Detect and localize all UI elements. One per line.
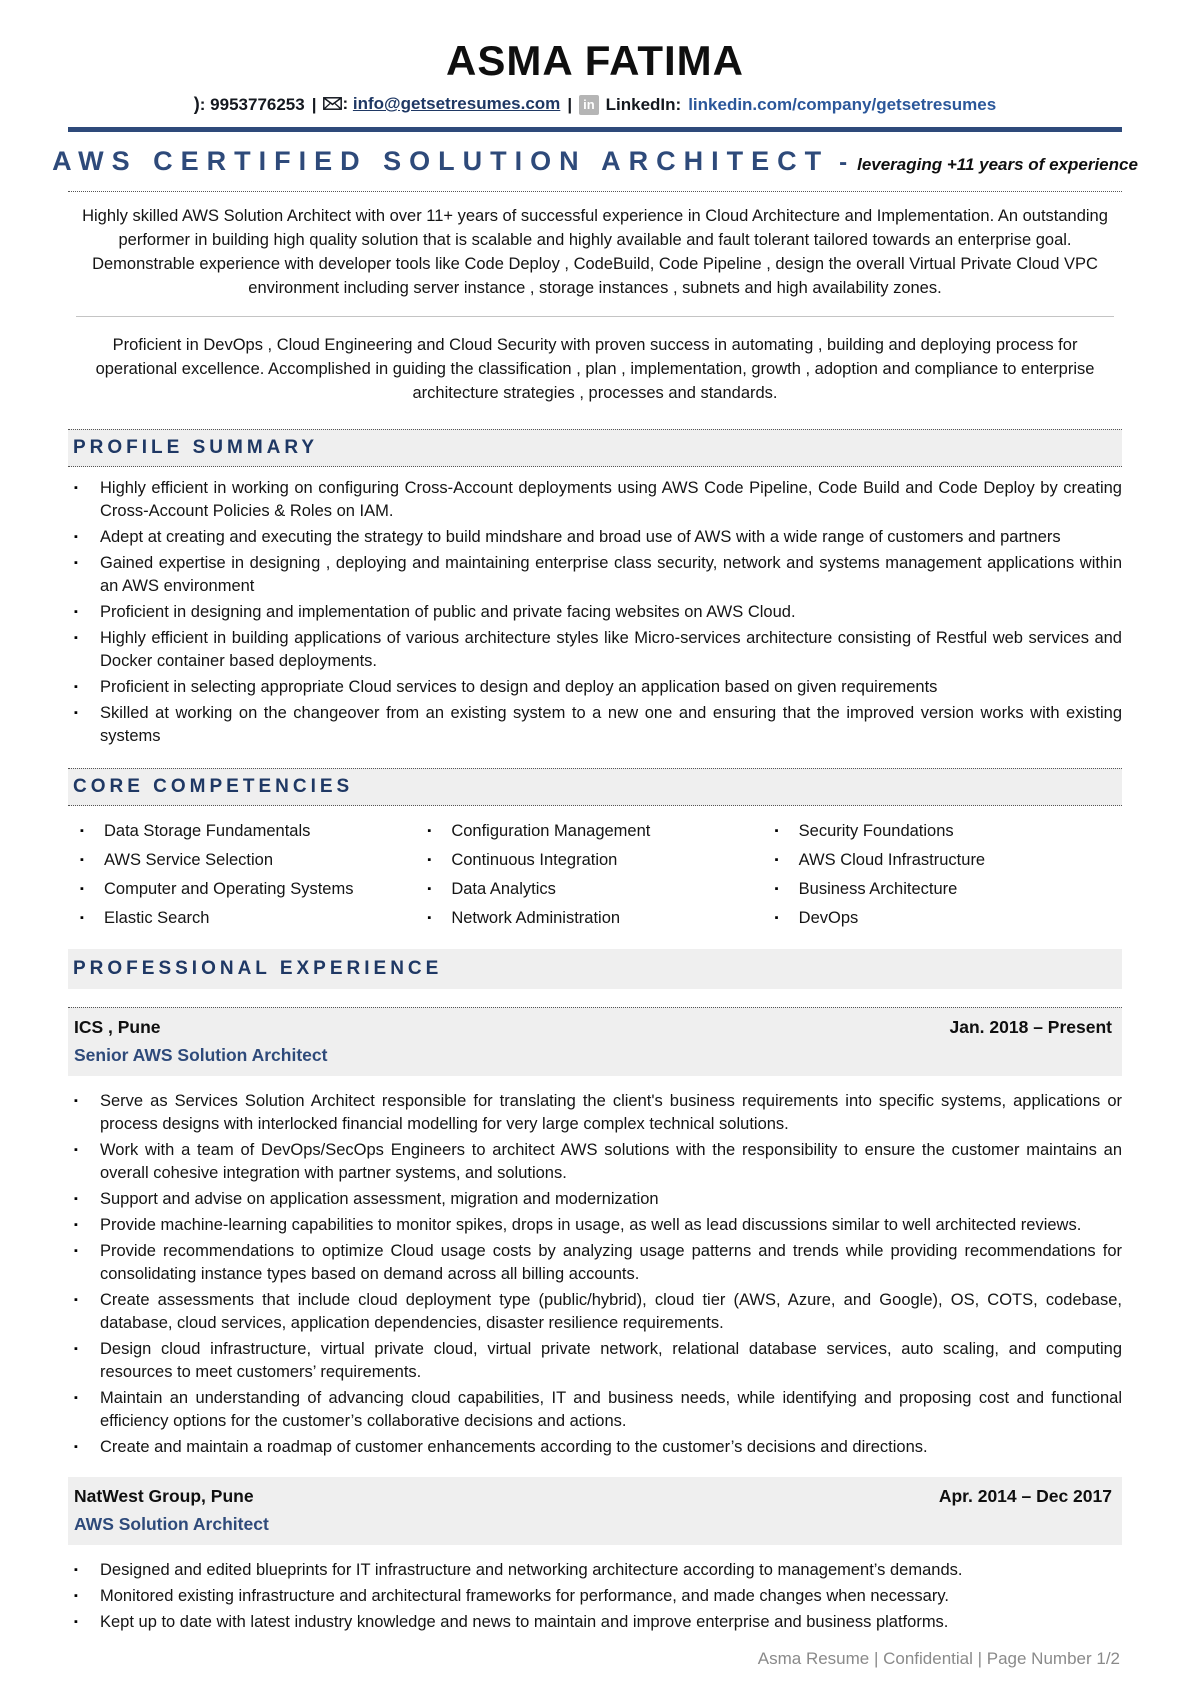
competency-label: AWS Service Selection: [104, 851, 274, 870]
bullet-square-icon: ▪: [74, 707, 78, 720]
header-divider: [68, 127, 1122, 132]
bullet-square-icon: ▪: [774, 912, 779, 925]
competency-item: [80, 907, 427, 929]
job-dates: Apr. 2014 – Dec 2017: [938, 1486, 1112, 1507]
phone-icon: ): [193, 94, 200, 115]
bullet-square-icon: ▪: [74, 1245, 78, 1258]
bullet-text: Create assessments that include cloud deployment type (public/hybrid), cloud tier (AWS, Azure, and Google), OS, COTS, codebase, database, cloud services, application dependencies, disaster resilience requirements.: [100, 1291, 1122, 1333]
bullet-text: Proficient in designing and implementation of public and private facing websites on AWS Cloud.: [100, 603, 796, 622]
list-item: [68, 1240, 1122, 1286]
competency-label: Elastic Search: [104, 909, 210, 928]
list-item: [68, 1139, 1122, 1185]
bullet-square-icon: ▪: [74, 1219, 78, 1232]
banner-title-row: [52, 146, 1138, 177]
competency-item: [775, 820, 1122, 842]
list-item: [68, 627, 1122, 673]
bullet-text: Provide recommendations to optimize Cloud usage costs by analyzing usage patterns and trends while providing recommendations for consolidating instance types based on demand across all billing accounts.: [100, 1242, 1122, 1284]
list-item: [68, 477, 1122, 523]
bullet-square-icon: ▪: [774, 854, 779, 867]
email-link[interactable]: info@getsetresumes.com: [352, 94, 561, 114]
bullet-square-icon: ▪: [74, 1343, 78, 1356]
bullet-text: Provide machine-learning capabilities to monitor spikes, drops in usage, as well as lead discussions similar to well architected reviews.: [100, 1216, 1082, 1235]
profile-summary-list: [68, 477, 1122, 748]
job-company: NatWest Group, Pune: [74, 1486, 254, 1507]
section-heading-core-competencies: CORE COMPETENCIES: [68, 768, 1122, 806]
competency-label: Network Administration: [451, 909, 621, 928]
bullet-square-icon: ▪: [74, 531, 78, 544]
competency-item: [775, 878, 1122, 900]
list-item: [68, 1188, 1122, 1211]
page-footer: Asma Resume | Confidential | Page Number 1/2: [757, 1649, 1120, 1668]
linkedin-icon: in: [579, 95, 599, 115]
competency-column-2: [427, 820, 774, 929]
competency-label: Data Analytics: [451, 880, 556, 899]
bullet-square-icon: ▪: [74, 1564, 78, 1577]
section-heading-profile-summary: PROFILE SUMMARY: [68, 429, 1122, 467]
summary-section: [68, 191, 1122, 409]
bullet-square-icon: ▪: [74, 1392, 78, 1405]
bullet-text: Serve as Services Solution Architect responsible for translating the client's business requirements into specific systems, applications or process designs with interlocked financial modelling for very large complex technical solutions.: [100, 1092, 1122, 1134]
job-header-natwest: [68, 1477, 1122, 1545]
list-item: [68, 1611, 1122, 1634]
bullet-text: Create and maintain a roadmap of customer enhancements according to the customer’s decisions and directions.: [100, 1438, 928, 1457]
job-role: AWS Solution Architect: [74, 1514, 269, 1535]
competency-item: [775, 849, 1122, 871]
job-company: ICS , Pune: [74, 1017, 161, 1038]
bullet-square-icon: ▪: [74, 1590, 78, 1603]
paragraph-divider: [76, 316, 1114, 317]
list-item: [68, 1338, 1122, 1384]
email-item: [323, 94, 560, 115]
list-item: [68, 601, 1122, 624]
bullet-square-icon: ▪: [74, 1095, 78, 1108]
list-item: [68, 1559, 1122, 1582]
banner-dash: -: [839, 149, 848, 177]
job-dates: Jan. 2018 – Present: [949, 1017, 1112, 1038]
email-icon: [323, 95, 342, 115]
bullet-text: Monitored existing infrastructure and architectural frameworks for performance, and made changes when necessary.: [100, 1587, 949, 1606]
competencies-grid: [68, 820, 1122, 929]
bullet-square-icon: ▪: [427, 883, 432, 896]
job-header-ics: [68, 1007, 1122, 1076]
bullet-text: Adept at creating and executing the strategy to build mindshare and broad use of AWS with a wide range of customers and partners: [100, 528, 1061, 547]
bullet-square-icon: ▪: [74, 1616, 78, 1629]
bullet-text: Work with a team of DevOps/SecOps Engineers to architect AWS solutions with the responsibility to ensure the customer maintains an overall cohesive integration with partner systems, and solutions.: [100, 1141, 1122, 1183]
bullet-square-icon: ▪: [774, 825, 779, 838]
bullet-square-icon: ▪: [80, 883, 84, 896]
competency-item: [427, 878, 774, 900]
competency-item: [427, 907, 774, 929]
separator: |: [567, 94, 573, 114]
competency-label: Data Storage Fundamentals: [104, 822, 311, 841]
linkedin-link[interactable]: linkedin.com/company/getsetresumes: [688, 94, 997, 114]
competency-label: Business Architecture: [798, 880, 958, 899]
bullet-square-icon: ▪: [774, 883, 779, 896]
competency-label: Continuous Integration: [451, 851, 618, 870]
separator: |: [311, 94, 317, 114]
bullet-text: Highly efficient in working on configuring Cross-Account deployments using AWS Code Pipeline, Code Build and Code Deploy by creating Cross-Account Policies & Roles on IAM.: [100, 479, 1122, 521]
bullet-square-icon: ▪: [74, 482, 78, 495]
email-colon: :: [342, 94, 349, 114]
competency-label: AWS Cloud Infrastructure: [798, 851, 986, 870]
bullet-square-icon: ▪: [80, 825, 84, 838]
bullet-text: Maintain an understanding of advancing cloud capabilities, IT and business needs, while identifying and proposing cost and functional efficiency options for the customer’s collaborative decisions and actions.: [100, 1389, 1122, 1431]
summary-paragraph-1: Highly skilled AWS Solution Architect with over 11+ years of successful experience in Cloud Architecture and Implementation. An outstanding performer in building high quality solution that is scalable and highly available and fault tolerant tailored towards an enterprise goal. Demonstrable experience with developer tools like Code Deploy , CodeBuild, Code Pipeline , design the overall Virtual Private Cloud VPC environment including server instance , storage instances , subnets and high availability zones.: [82, 207, 1108, 298]
list-item: [68, 1289, 1122, 1335]
section-heading-professional-experience: PROFESSIONAL EXPERIENCE: [68, 949, 1122, 989]
list-item: [68, 1387, 1122, 1433]
list-item: [68, 1090, 1122, 1136]
competency-item: [775, 907, 1122, 929]
bullet-text: Support and advise on application assessment, migration and modernization: [100, 1190, 659, 1209]
bullet-square-icon: ▪: [427, 825, 432, 838]
job-ics-bullet-list: [68, 1090, 1122, 1459]
bullet-square-icon: ▪: [80, 912, 84, 925]
linkedin-label: LinkedIn:: [605, 94, 682, 114]
competency-label: Computer and Operating Systems: [104, 880, 354, 899]
competency-label: Security Foundations: [798, 822, 954, 841]
competency-item: [427, 820, 774, 842]
list-item: [68, 552, 1122, 598]
candidate-name: ASMA FATIMA: [446, 37, 744, 84]
summary-paragraph-2: Proficient in DevOps , Cloud Engineering and Cloud Security with proven success in automating , building and deploying process for operational excellence. Accomplished in guiding the classification , plan , implementation, growth , adoption and compliance to enterprise architecture strategies , processes and standards.: [95, 336, 1095, 403]
competency-label: DevOps: [798, 909, 859, 928]
competency-item: [80, 849, 427, 871]
job-role: Senior AWS Solution Architect: [74, 1045, 328, 1066]
job-company-row: [74, 1017, 1112, 1038]
job-natwest-bullet-list: [68, 1559, 1122, 1634]
list-item: [68, 1436, 1122, 1459]
bullet-square-icon: ▪: [74, 681, 78, 694]
list-item: [68, 526, 1122, 549]
competency-label: Configuration Management: [451, 822, 651, 841]
bullet-text: Kept up to date with latest industry knowledge and news to maintain and improve enterprise and business platforms.: [100, 1613, 949, 1632]
job-company-row: [74, 1486, 1112, 1507]
bullet-text: Gained expertise in designing , deploying and maintaining enterprise class security, network and systems management applications within an AWS environment: [100, 554, 1122, 596]
competency-column-3: [775, 820, 1122, 929]
bullet-square-icon: ▪: [74, 1441, 78, 1454]
list-item: [68, 676, 1122, 699]
banner-subtitle: leveraging +11 years of experience: [857, 155, 1138, 175]
bullet-text: Proficient in selecting appropriate Cloud services to design and deploy an application based on given requirements: [100, 678, 938, 697]
bullet-text: Highly efficient in building applications of various architecture styles like Micro-services architecture consisting of Restful web services and Docker container based deployments.: [100, 629, 1122, 671]
phone-item: [194, 94, 305, 115]
list-item: [68, 702, 1122, 748]
banner-title: AWS CERTIFIED SOLUTION ARCHITECT: [52, 146, 830, 177]
list-item: [68, 1214, 1122, 1237]
bullet-text: Designed and edited blueprints for IT infrastructure and networking architecture according to management’s demands.: [100, 1561, 963, 1580]
bullet-square-icon: ▪: [74, 1144, 78, 1157]
contact-line: [68, 94, 1122, 115]
bullet-square-icon: ▪: [74, 557, 78, 570]
competency-item: [427, 849, 774, 871]
bullet-text: Design cloud infrastructure, virtual private cloud, virtual private network, relational database services, auto scaling, and computing resources to meet customers’ requirements.: [100, 1340, 1122, 1382]
bullet-square-icon: ▪: [427, 912, 432, 925]
bullet-square-icon: ▪: [74, 1193, 78, 1206]
bullet-square-icon: ▪: [80, 854, 84, 867]
phone-number: : 9953776253: [199, 95, 305, 115]
competency-item: [80, 820, 427, 842]
bullet-square-icon: ▪: [74, 606, 78, 619]
competency-item: [80, 878, 427, 900]
competency-column-1: [80, 820, 427, 929]
bullet-text: Skilled at working on the changeover from an existing system to a new one and ensuring that the improved version works with existing systems: [100, 704, 1122, 746]
bullet-square-icon: ▪: [74, 632, 78, 645]
bullet-square-icon: ▪: [74, 1294, 78, 1307]
list-item: [68, 1585, 1122, 1608]
bullet-square-icon: ▪: [427, 854, 432, 867]
